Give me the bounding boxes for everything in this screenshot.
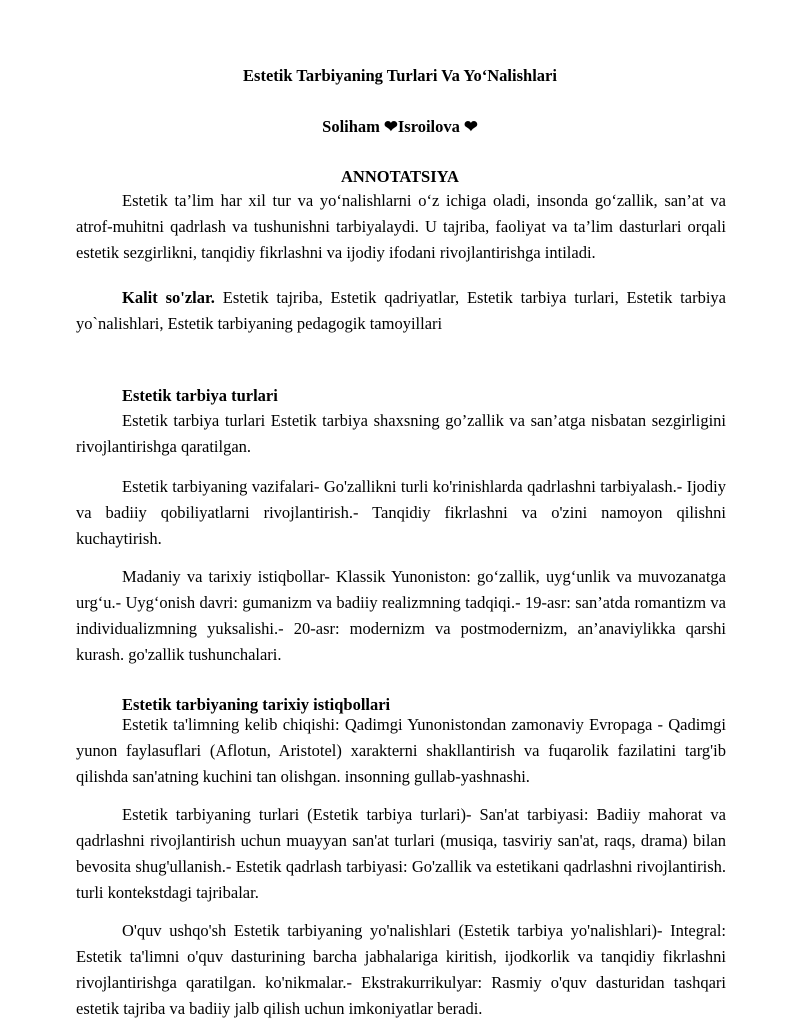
author-name: Soliham ❤Isroilova ❤ <box>322 117 478 136</box>
annotation-heading: ANNOTATSIYA <box>341 167 459 186</box>
section1-paragraph-3: Madaniy va tarixiy istiqbollar- Klassik Yunoniston: go‘zallik, uyg‘unlik va muvozanatga urg‘u.- Uyg‘onish davri: gumanizm va badiiy realizmning tadqiqi.- 19-asr: san’atda romantizm va individualizmning yuksalishi.- 20-asr: modernizm va postmodernizm, an’anaviylikka qarshi kurash. go'zallik tushunchalari. <box>76 567 726 664</box>
keywords-text: Estetik tajriba, Estetik qadriyatlar, Estetik tarbiya turlari, Estetik tarbiya yo`nalishlari, Estetik tarbiyaning pedagogik tamoyillari <box>76 288 726 333</box>
annotation-paragraph: Estetik ta’lim har xil tur va yo‘nalishlarni o‘z ichiga oladi, insonda go‘zallik, san’at va atrof-muhitni qadrlash va tushunishni tarbiyalaydi. U tajriba, faoliyat va ta’lim dasturlari orqali estetik sezgirlikni, tanqidiy fikrlashni va ijodiy ifodani rivojlantirishga intiladi. <box>76 191 726 262</box>
keywords-label: Kalit so'zlar. <box>122 288 215 307</box>
keywords-paragraph <box>76 285 726 337</box>
section2-paragraph-3: O'quv ushqo'sh Estetik tarbiyaning yo'nalishlari (Estetik tarbiya yo'nalishlari)- Integral: Estetik ta'limni o'quv dasturining barcha jabhalariga kiritish, ijodkorlik va tanqidiy fikrlashni rivojlantirishga qaratilgan. ko'nikmalar.- Ekstrakurrikulyar: Rasmiy o'quv dasturidan tashqari estetik tajriba va badiiy jalb qilish uchun imkoniyatlar beradi. <box>76 921 726 1018</box>
section1-paragraph-1: Estetik tarbiya turlari Estetik tarbiya shaxsning go’zallik va san’atga nisbatan sezgirligini rivojlantirishga qaratilgan. <box>76 411 726 456</box>
section1-paragraph-2: Estetik tarbiyaning vazifalari- Go'zallikni turli ko'rinishlarda qadrlashni tarbiyalash.- Ijodiy va badiiy qobiliyatlarni rivojlantirish.- Tanqidiy fikrlashni va o'zini namoyon qilishni kuchaytirish. <box>76 477 726 548</box>
section2-paragraph-2: Estetik tarbiyaning turlari (Estetik tarbiya turlari)- San'at tarbiyasi: Badiiy mahorat va qadrlashni rivojlantirish uchun muayyan san'at turlari (musiqa, tasviriy san'at, raqs, drama) bilan bevosita shug'ullanish.- Estetik qadrlash tarbiyasi: Go'zallik va estetikani qadrlashni rivojlantirish. turli kontekstdagi tajribalar. <box>76 805 726 902</box>
document-title: Estetik Tarbiyaning Turlari Va Yo‘Nalishlari <box>243 66 557 85</box>
section2-paragraph-1: Estetik ta'limning kelib chiqishi: Qadimgi Yunonistondan zamonaviy Evropaga - Qadimgi yunon faylasuflari (Aflotun, Aristotel) xarakterni shakllantirish va fuqarolik fazilatini targ'ib qilishda san'atning kuchini tan olishgan. insonning gullab-yashnashi. <box>76 715 726 786</box>
section-heading-history: Estetik tarbiyaning tarixiy istiqbollari <box>122 695 391 714</box>
section-heading-types: Estetik tarbiya turlari <box>122 386 278 405</box>
